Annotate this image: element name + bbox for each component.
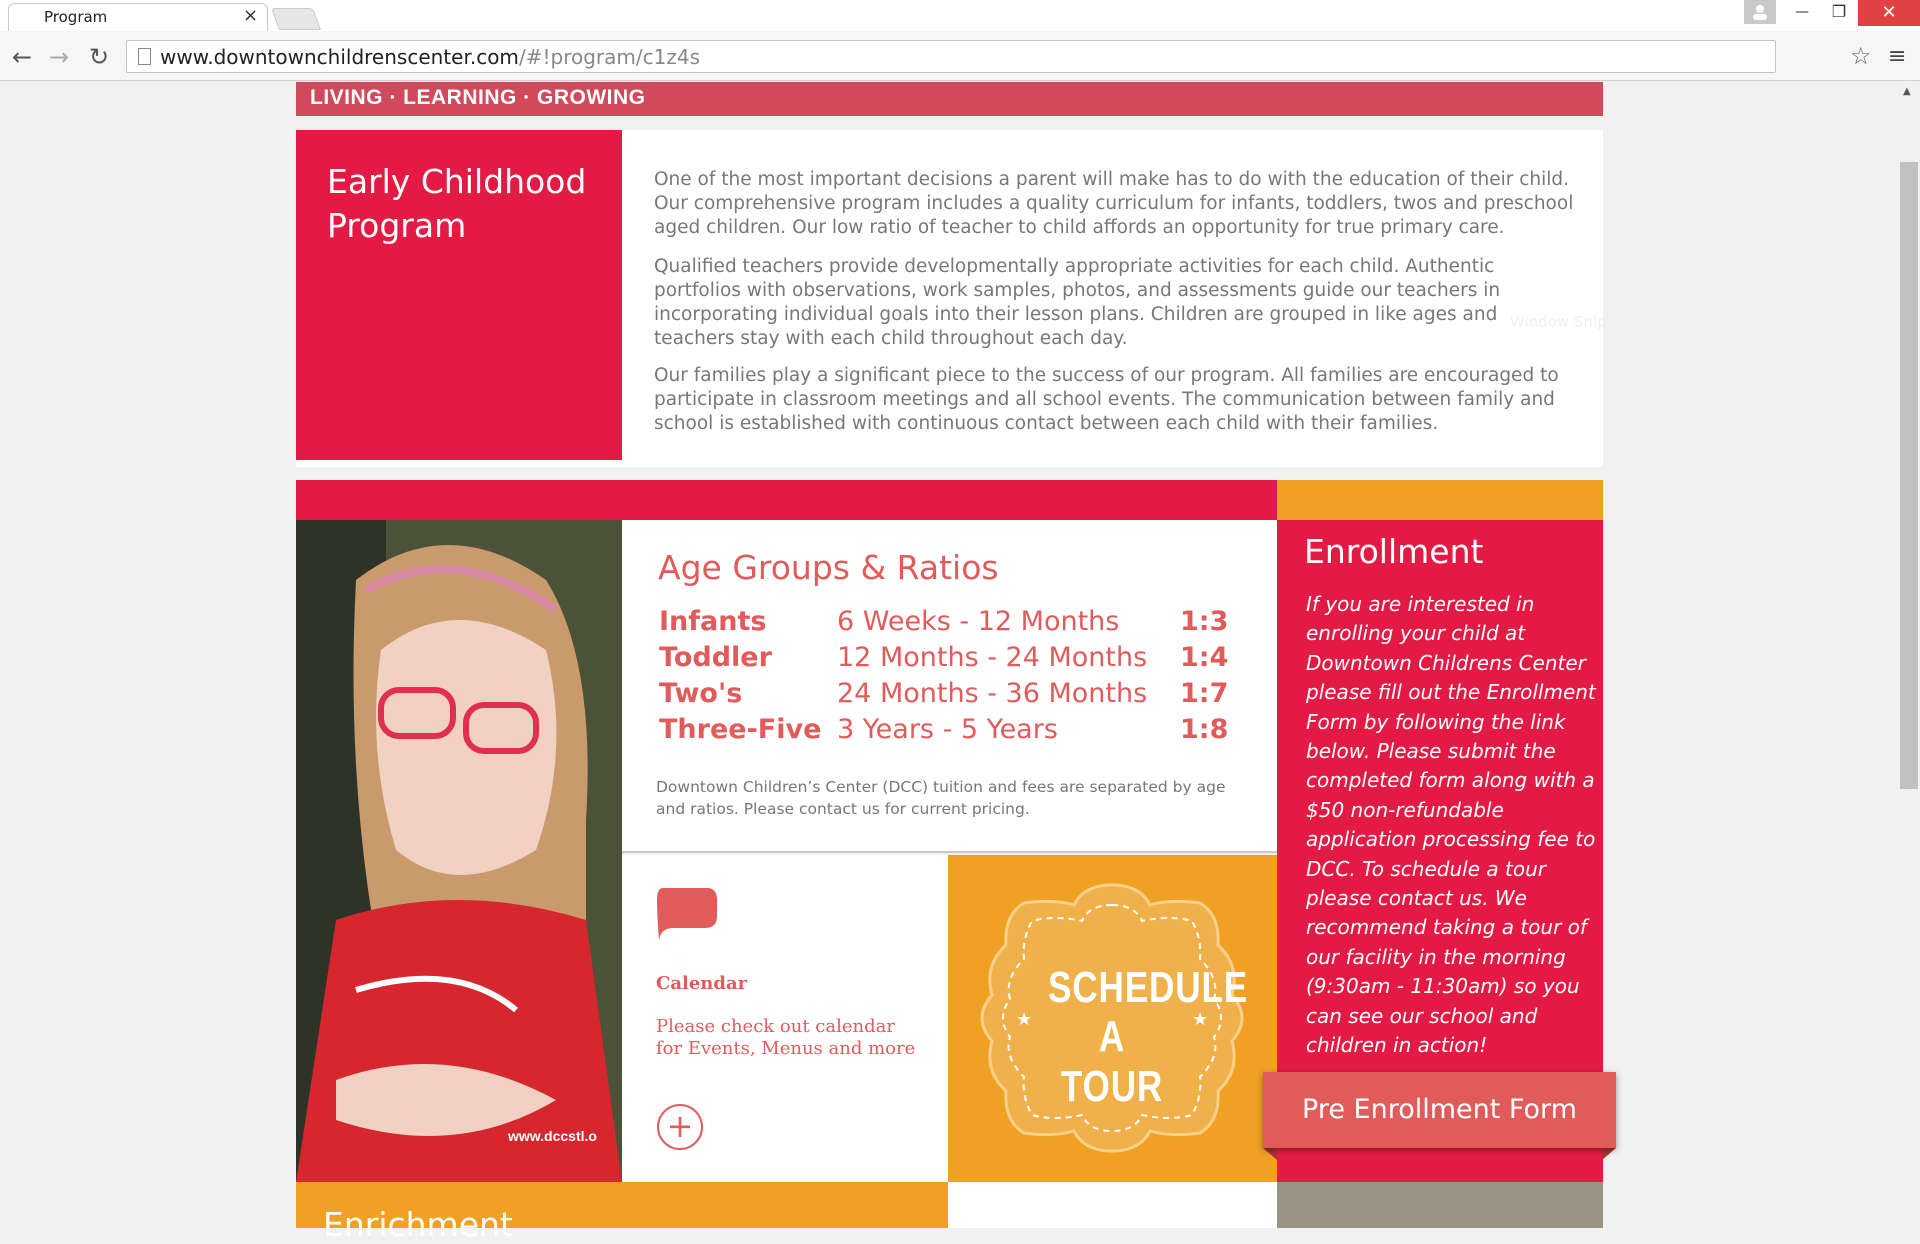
- age-group-range: 3 Years - 5 Years: [837, 714, 1058, 745]
- new-tab-button[interactable]: [271, 8, 321, 30]
- age-group-name: Three-Five: [659, 714, 822, 745]
- age-group-range: 24 Months - 36 Months: [837, 678, 1148, 709]
- enrollment-text: If you are interested in enrolling your child at Downtown Childrens Center please fill out the Enrollment Form by following the link below. Please submit the completed form along with a $50 non-refundable application processing fee to DCC. To schedule a tour please contact us. We recommend taking a tour of our facility in the morning (9:30am - 11:30am) so you can see our school and children in action!: [1306, 592, 1596, 1058]
- enrichment-title: Enrichment: [323, 1205, 513, 1244]
- calendar-description: Please check out calendar for Events, Menus and more: [656, 1016, 916, 1059]
- site-tagline: LIVING · LEARNING · GROWING: [310, 86, 646, 109]
- tab-title: Program: [44, 8, 108, 26]
- button-ribbon-fold: [1263, 1148, 1277, 1160]
- calendar-title[interactable]: Calendar: [656, 973, 748, 994]
- window-close-button[interactable]: ✕: [1858, 0, 1920, 26]
- calendar-more-button[interactable]: +: [657, 1104, 703, 1150]
- page-icon: [138, 48, 151, 65]
- window-maximize-button[interactable]: ❐: [1831, 2, 1847, 21]
- age-group-ratio: 1:7: [1180, 678, 1229, 709]
- section-stripe-red: [296, 480, 1277, 520]
- section-stripe-orange: [1277, 480, 1603, 520]
- bookmark-star-icon[interactable]: ☆: [1850, 42, 1872, 70]
- age-group-range: 12 Months - 24 Months: [837, 642, 1148, 673]
- scrollbar-thumb[interactable]: [1900, 162, 1918, 789]
- age-group-name: Two's: [659, 678, 743, 709]
- intro-paragraph: Our families play a significant piece to the success of our program. All families are encouraged to participate in classroom meetings and all school events. The communication between family and school is established with continuous contact between each child with their families.: [654, 365, 1559, 434]
- reload-icon[interactable]: ↻: [89, 43, 110, 71]
- pre-enrollment-form-button[interactable]: Pre Enrollment Form: [1263, 1072, 1616, 1148]
- browser-menu-icon[interactable]: ≡: [1888, 44, 1907, 69]
- back-arrow-icon[interactable]: ←: [12, 43, 33, 71]
- intro-heading: Early Childhood Program: [327, 162, 587, 245]
- child-photo-illustration: [296, 520, 622, 1182]
- forward-arrow-icon[interactable]: →: [49, 43, 70, 71]
- age-group-ratio: 1:3: [1180, 606, 1229, 637]
- svg-text:★: ★: [1192, 1009, 1209, 1030]
- child-photo: [296, 520, 622, 1182]
- speech-bubble-icon: [655, 884, 719, 948]
- button-ribbon-fold: [1602, 1148, 1616, 1160]
- schedule-tour-line1[interactable]: SCHEDULE: [1048, 963, 1249, 1012]
- intro-paragraph: One of the most important decisions a parent will make has to do with the education of their child. Our comprehensive program includes a quality curriculum for infants, toddlers, twos and preschool aged children. Our low ratio of teacher to child affords an opportunity for true primary care.: [654, 169, 1574, 238]
- age-group-range: 6 Weeks - 12 Months: [837, 606, 1120, 637]
- age-group-ratio: 1:8: [1180, 714, 1229, 745]
- scroll-up-arrow-icon[interactable]: ▲: [1903, 86, 1911, 97]
- intro-paragraph: Qualified teachers provide developmentally appropriate activities for each child. Authentic portfolios with observations, work samples, photos, and assessments guide our teachers in incorporating individual goals into their lesson plans. Children are grouped in like ages and teachers stay with each child throughout each day.: [654, 256, 1501, 349]
- window-snip-overlay: Window Snip: [1510, 313, 1607, 331]
- url-host[interactable]: www.downtownchildrenscenter.com: [160, 45, 519, 69]
- schedule-tour-line2[interactable]: A TOUR: [1060, 1012, 1164, 1111]
- user-profile-icon[interactable]: [1744, 0, 1776, 24]
- photo-watermark: www.dccstl.o: [508, 1128, 597, 1144]
- enrollment-title: Enrollment: [1304, 532, 1484, 571]
- window-minimize-button[interactable]: —: [1795, 4, 1809, 20]
- age-group-ratio: 1:4: [1180, 642, 1229, 673]
- bottom-right-photo: [1277, 1182, 1603, 1228]
- url-path[interactable]: /#!program/c1z4s: [519, 45, 700, 69]
- svg-text:★: ★: [1016, 1009, 1033, 1030]
- age-groups-title: Age Groups & Ratios: [658, 548, 999, 587]
- age-group-name: Toddler: [659, 642, 772, 673]
- bottom-middle-panel: [948, 1182, 1277, 1228]
- age-group-name: Infants: [659, 606, 767, 637]
- tab-close-icon[interactable]: ×: [243, 5, 259, 26]
- pricing-note: Downtown Children’s Center (DCC) tuition and fees are separated by age and ratios. Please contact us for current pricing.: [656, 778, 1226, 818]
